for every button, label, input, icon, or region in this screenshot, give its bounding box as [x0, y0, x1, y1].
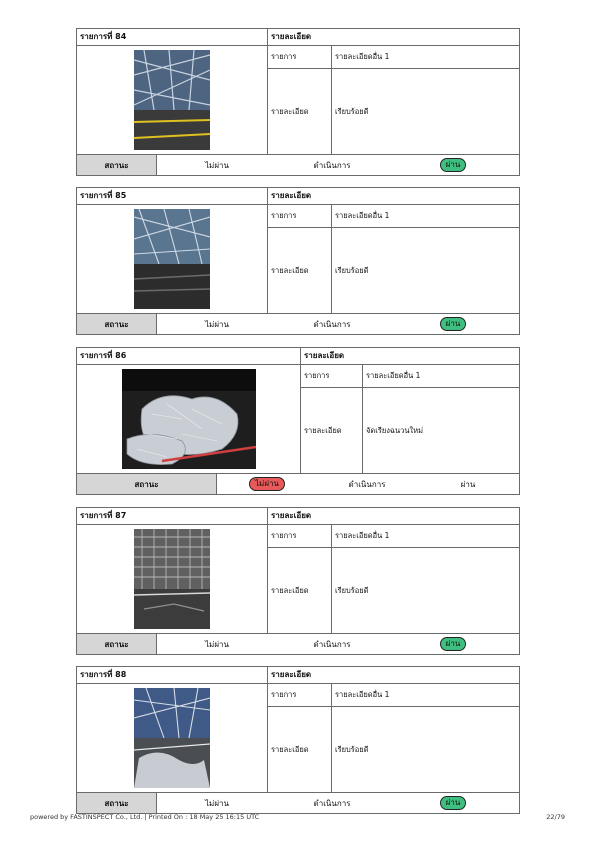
- detail-label: รายละเอียด: [268, 707, 332, 792]
- status-option-pass[interactable]: [387, 317, 519, 331]
- item-title: รายการที่ 87: [80, 511, 127, 520]
- pass-text: ผ่าน: [460, 479, 476, 489]
- detail-header: รายละเอียด: [300, 348, 519, 364]
- item-value: รายละเอียดอื่น 1: [335, 690, 390, 699]
- fail-text: ไม่ผ่าน: [205, 160, 229, 170]
- detail-value: เรียบร้อยดี: [335, 106, 369, 116]
- action-text: ดำเนินการ: [313, 798, 351, 808]
- photo-cell: [77, 205, 267, 313]
- status-option-action[interactable]: [277, 318, 387, 331]
- status-label: สถานะ: [77, 314, 157, 334]
- inspection-photo[interactable]: [134, 529, 210, 629]
- item-title: รายการที่ 84: [80, 32, 127, 41]
- status-option-fail[interactable]: [157, 159, 277, 172]
- status-option-action[interactable]: [277, 797, 387, 810]
- item-value: รายละเอียดอื่น 1: [335, 211, 390, 220]
- action-text: ดำเนินการ: [313, 639, 351, 649]
- status-row: [77, 474, 519, 494]
- status-row: [77, 155, 519, 175]
- status-row: [77, 314, 519, 334]
- page-number: 22/79: [546, 813, 565, 821]
- detail-value: เรียบร้อยดี: [335, 744, 369, 754]
- pass-badge: ผ่าน: [440, 317, 467, 331]
- inspection-item-87: [76, 507, 520, 655]
- status-row: [77, 634, 519, 654]
- item-title: รายการที่ 86: [80, 351, 127, 360]
- photo-cell: [77, 525, 267, 633]
- fail-text: ไม่ผ่าน: [205, 798, 229, 808]
- inspection-photo[interactable]: [134, 209, 210, 309]
- item-title: รายการที่ 88: [80, 670, 127, 679]
- status-option-fail[interactable]: [157, 318, 277, 331]
- page-footer: [30, 813, 565, 821]
- inspection-item-88: [76, 666, 520, 814]
- item-label: รายการ: [268, 684, 332, 706]
- status-option-fail[interactable]: [157, 638, 277, 651]
- status-option-pass[interactable]: [387, 158, 519, 172]
- detail-label: รายละเอียด: [268, 228, 332, 313]
- pass-badge: ผ่าน: [440, 796, 467, 810]
- inspection-photo[interactable]: [134, 688, 210, 788]
- detail-label: รายละเอียด: [268, 69, 332, 154]
- status-option-fail[interactable]: [217, 477, 317, 491]
- status-option-pass[interactable]: [387, 796, 519, 810]
- footer-credit: powered by FASTINSPECT Co., Ltd. | Printed On : 18 May 25 16:15 UTC: [30, 813, 260, 821]
- detail-header: รายละเอียด: [267, 508, 519, 524]
- action-text: ดำเนินการ: [313, 319, 351, 329]
- pass-badge: ผ่าน: [440, 637, 467, 651]
- status-label: สถานะ: [77, 474, 217, 494]
- item-label: รายการ: [268, 46, 332, 68]
- item-value: รายละเอียดอื่น 1: [366, 371, 421, 380]
- pass-badge: ผ่าน: [440, 158, 467, 172]
- inspection-item-86: [76, 347, 520, 495]
- item-title: รายการที่ 85: [80, 191, 127, 200]
- status-option-action[interactable]: [277, 159, 387, 172]
- detail-header: รายละเอียด: [267, 29, 519, 45]
- item-label: รายการ: [301, 365, 363, 387]
- fail-badge: ไม่ผ่าน: [249, 477, 285, 491]
- action-text: ดำเนินการ: [313, 160, 351, 170]
- detail-header: รายละเอียด: [267, 188, 519, 204]
- detail-value: เรียบร้อยดี: [335, 265, 369, 275]
- detail-label: รายละเอียด: [301, 388, 363, 473]
- item-label: รายการ: [268, 525, 332, 547]
- status-option-fail[interactable]: [157, 797, 277, 810]
- item-value: รายละเอียดอื่น 1: [335, 531, 390, 540]
- detail-value: จัดเรียงฉนวนใหม่: [366, 425, 424, 435]
- status-option-pass[interactable]: [417, 478, 519, 491]
- status-label: สถานะ: [77, 793, 157, 813]
- item-value: รายละเอียดอื่น 1: [335, 52, 390, 61]
- status-row: [77, 793, 519, 813]
- inspection-item-85: [76, 187, 520, 335]
- detail-label: รายละเอียด: [268, 548, 332, 633]
- detail-value: เรียบร้อยดี: [335, 585, 369, 595]
- status-label: สถานะ: [77, 634, 157, 654]
- status-option-action[interactable]: [317, 478, 417, 491]
- fail-text: ไม่ผ่าน: [205, 639, 229, 649]
- inspection-photo[interactable]: [134, 50, 210, 150]
- inspection-photo[interactable]: [122, 369, 256, 469]
- fail-text: ไม่ผ่าน: [205, 319, 229, 329]
- photo-cell: [77, 46, 267, 154]
- inspection-item-84: [76, 28, 520, 176]
- status-option-action[interactable]: [277, 638, 387, 651]
- item-label: รายการ: [268, 205, 332, 227]
- action-text: ดำเนินการ: [348, 479, 386, 489]
- status-option-pass[interactable]: [387, 637, 519, 651]
- photo-cell: [77, 365, 300, 473]
- photo-cell: [77, 684, 267, 792]
- detail-header: รายละเอียด: [267, 667, 519, 683]
- status-label: สถานะ: [77, 155, 157, 175]
